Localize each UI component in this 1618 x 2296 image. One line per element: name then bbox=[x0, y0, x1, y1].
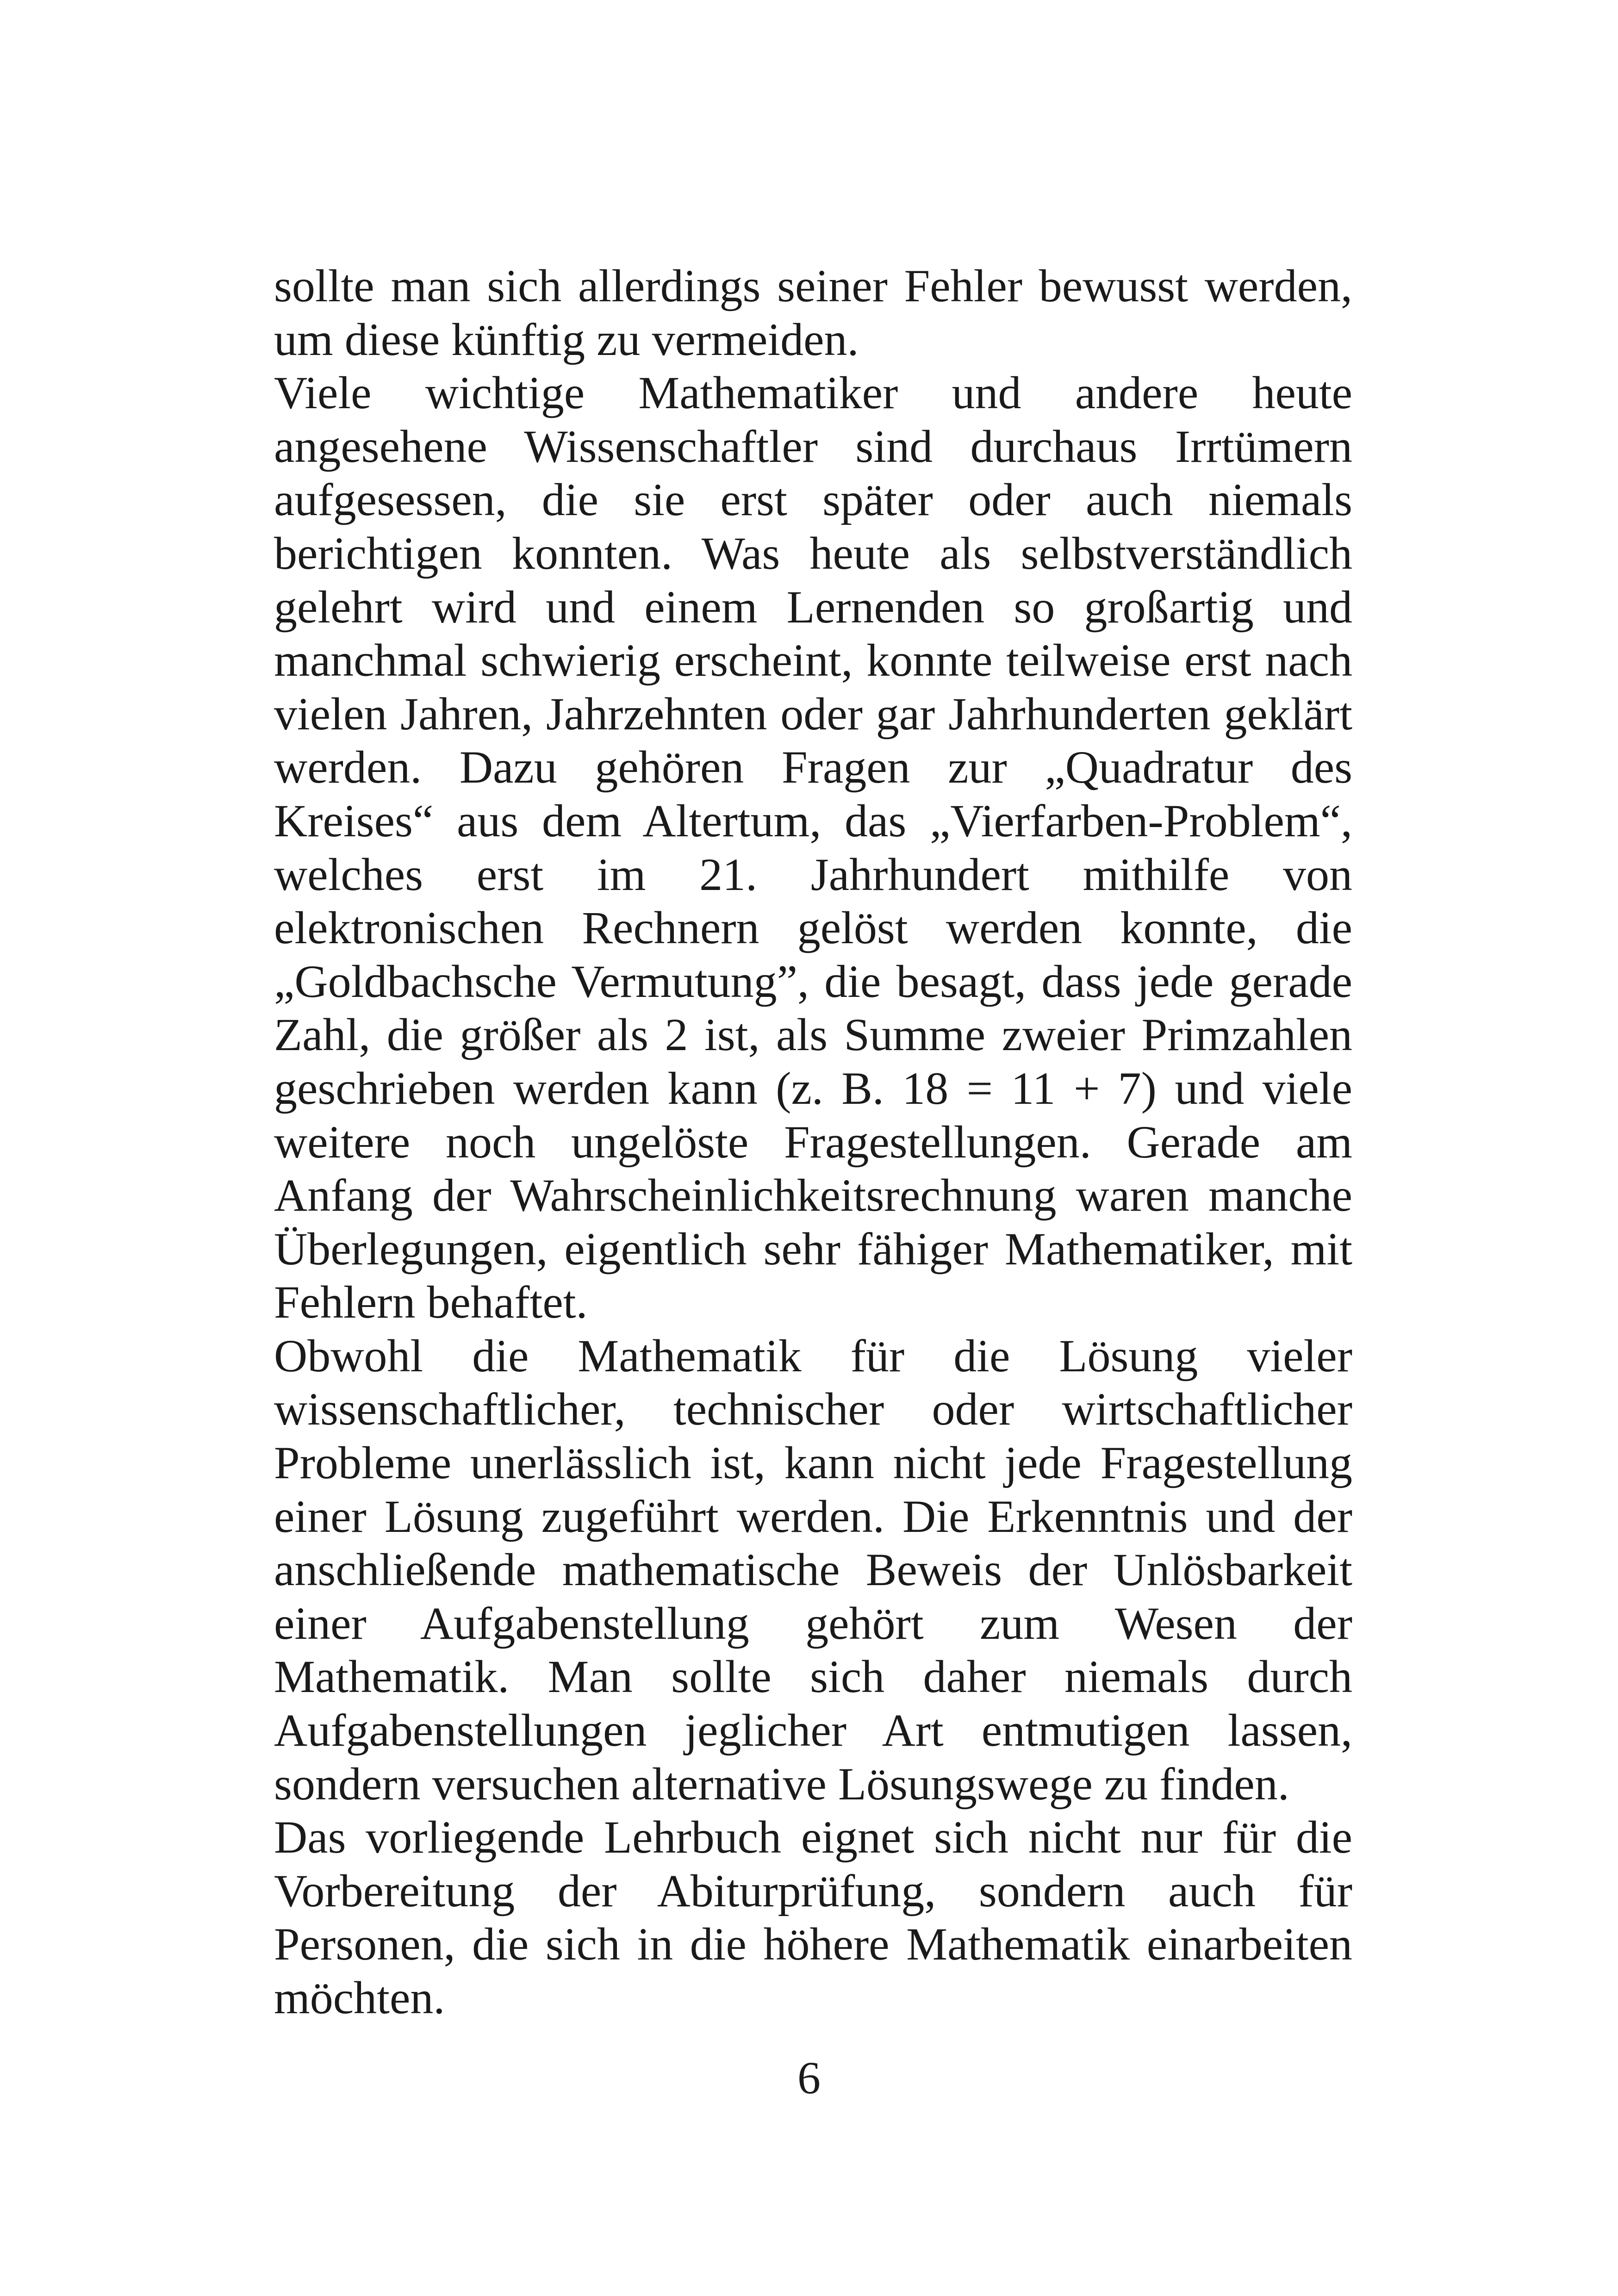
paragraph-continuation: sollte man sich allerdings seiner Fehler bewusst werden, um diese künftig zu vermeiden. bbox=[274, 260, 1352, 365]
paragraph-textbook-purpose: Das vorliegende Lehrbuch eignet sich nicht nur für die Vorbereitung der Abiturprüfung, sondern auch für Personen, die sich in die höhere Mathematik einarbeiten möchten. bbox=[274, 1811, 1352, 2023]
page-number: 6 bbox=[797, 2052, 821, 2103]
body-text bbox=[274, 259, 1352, 2025]
paragraph-mathematicians-errors: Viele wichtige Mathematiker und andere heute angesehene Wissenschaftler sind durchaus Irrtümern aufgesessen, die sie erst später oder auch niemals berichtigen konnten. Was heute als selbstverständlich gelehrt wird und einem Lernenden so großartig und manchmal schwierig erscheint, konnte teilweise erst nach vielen Jahren, Jahrzehnten oder gar Jahrhunderten geklärt werden. Dazu gehören Fragen zur „Quadratur des Kreises“ aus dem Altertum, das „Vierfarben-Problem“, welches erst im 21. Jahrhundert mithilfe von elektronischen Rechnern gelöst werden konnte, die „Goldbachsche Vermutung”, die besagt, dass jede gerade Zahl, die größer als 2 ist, als Summe zweier Primzahlen geschrieben werden kann (z. B. 18 = 11 + 7) und viele weitere noch ungelöste Fragestellungen. Gerade am Anfang der Wahrscheinlichkeitsrechnung waren manche Überlegungen, eigentlich sehr fähiger Mathematiker, mit Fehlern behaftet. bbox=[274, 367, 1352, 1328]
paragraph-unsolvability: Obwohl die Mathematik für die Lösung vieler wissenschaftlicher, technischer oder wirtschaftlicher Probleme unerlässlich ist, kann nicht jede Fragestellung einer Lösung zugeführt werden. Die Erkenntnis und der anschließende mathematische Beweis der Unlösbarkeit einer Aufgabenstellung gehört zum Wesen der Mathematik. Man sollte sich daher niemals durch Aufgabenstellungen jeglicher Art entmutigen lassen, sondern versuchen alternative Lösungswege zu finden. bbox=[274, 1330, 1352, 1810]
